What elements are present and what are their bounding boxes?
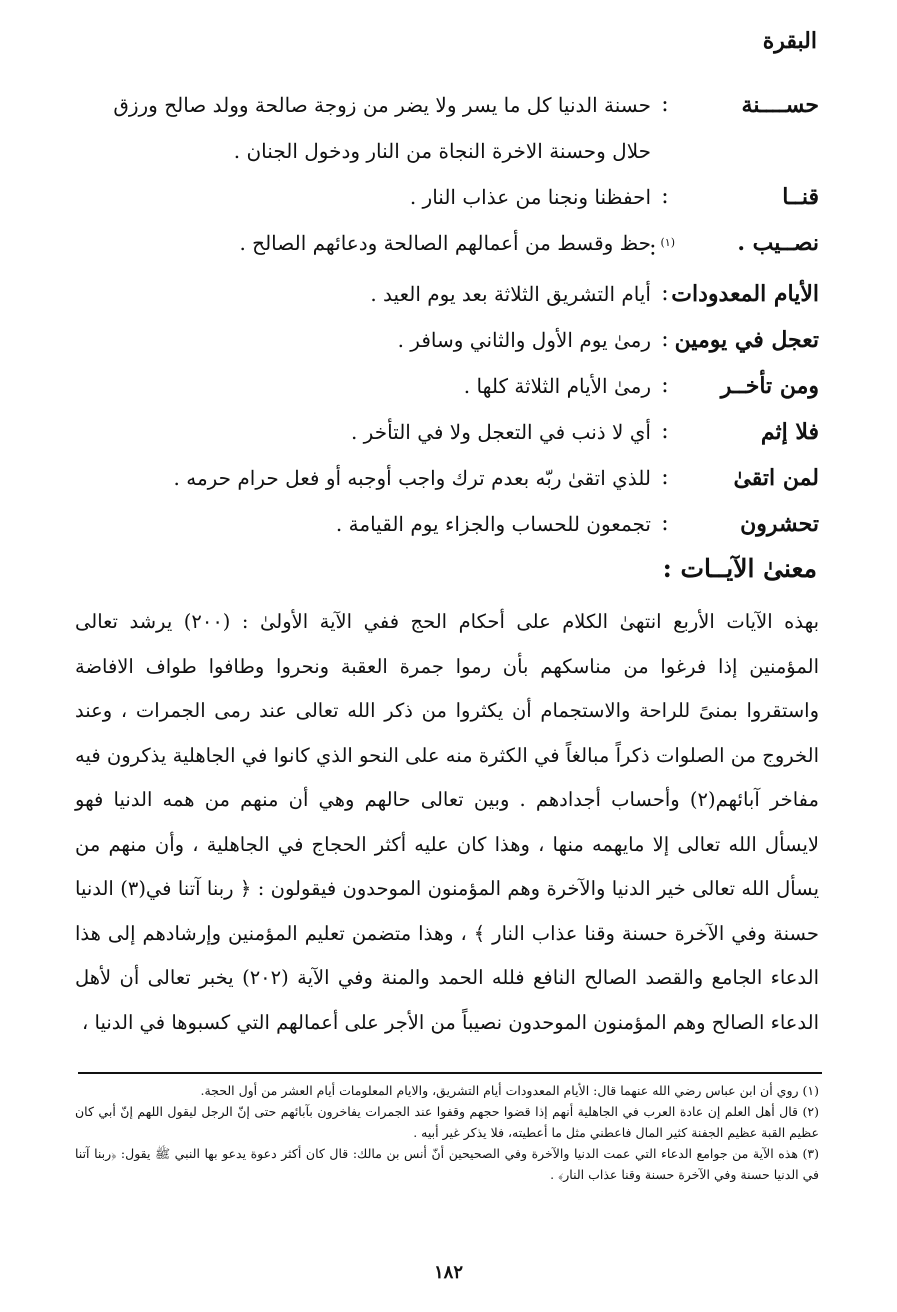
glossary-row <box>69 82 819 174</box>
glossary-colon: : <box>661 281 669 307</box>
surah-header: البقرة <box>762 28 817 54</box>
glossary-colon: : <box>661 419 669 445</box>
glossary-term: فلا إثم <box>760 419 819 446</box>
glossary-term: حســــنة <box>741 92 819 118</box>
glossary-colon: : <box>661 327 669 353</box>
glossary-definition: رمىٰ الأيام الثلاثة كلها . <box>463 374 651 399</box>
footnote-3: (٣) هذه الآية من جوامع الدعاء التي عمت الدنيا والآخرة وفي الصحيحين أنّ أنس بن مالك: قال كان أكثر دعوة يدعو بها النبي ﷺ يقول: ﴿ربنا آتنا في الدنيا حسنة وفي الآخرة حسنة وقنا عذاب النار﴾ . <box>75 1146 819 1182</box>
glossary-row <box>69 363 819 409</box>
glossary-colon <box>651 220 679 271</box>
glossary-row <box>69 317 819 363</box>
glossary-row <box>69 271 819 317</box>
footnote-divider <box>78 1072 822 1074</box>
glossary-term: ومن تأخــر <box>720 373 819 400</box>
glossary-definition: أيام التشريق الثلاثة بعد يوم العيد . <box>370 282 651 307</box>
commentary-paragraph: بهذه الآيات الأربع انتهىٰ الكلام على أحكام الحج ففي الآية الأولىٰ : (٢٠٠) يرشد تعالى المؤمنين إذا فرغوا من مناسكهم بأن رموا جمرة العقبة ونحروا وطافوا طواف الافاضة واستقروا بمنىً للراحة والاستجمام أن يكثروا من ذكر الله تعالى عند رمى الجمرات ، وعند الخروج من الصلوات ذكراً مبالغاً في الكثرة منه على النحو الذي كانوا في الجاهلية يذكرون فيه مفاخر آبائهم(٢) وأحساب أجدادهم . وبين تعالى حالهم وهي أن منهم من همه الدنيا فهو لايسأل الله تعالى إلا مايهمه منها ، وهذا كان عليه أكثر الحجاج في الجاهلية ، وأن منهم من يسأل الله تعالى خير الدنيا والآخرة وهم المؤمنون الموحدون فيقولون : ﴿ ربنا آتنا في(٣) الدنيا حسنة وفي الآخرة حسنة وقنا عذاب النار ﴾ ، وهذا متضمن تعليم المؤمنين وإرشادهم إلى هذا الدعاء الجامع والقصد الصالح النافع فلله الحمد والمنة وفي الآية (٢٠٢) يخبر تعالى أن لأهل الدعاء الصالح وهم المؤمنون الموحدون نصيباً من الأجر على أعمالهم التي كسبوها في الدنيا ، <box>75 610 819 1034</box>
glossary-row <box>69 174 819 220</box>
footnote-1: (١) روي أن ابن عباس رضي الله عنهما قال: الأيام المعدودات أيام التشريق، والايام المعلومات أيام العشر من أول الحجة. <box>200 1083 819 1098</box>
glossary-definition: حظ وقسط من أعمالهم الصالحة ودعائهم الصالح . <box>239 231 651 255</box>
glossary-term: نصــيب . <box>737 230 819 256</box>
footnote-marker: (١) <box>660 236 675 249</box>
glossary-colon: : <box>661 373 669 399</box>
glossary-row <box>69 455 819 501</box>
glossary-row <box>69 409 819 455</box>
glossary-colon: : <box>661 184 669 209</box>
glossary-term: تحشرون <box>740 511 819 538</box>
glossary-colon-mark: : <box>649 235 657 261</box>
glossary-term: قنــا <box>782 184 819 210</box>
commentary-body <box>75 600 819 1045</box>
glossary-term: الأيام المعدودات <box>671 281 819 308</box>
glossary-row <box>69 501 819 547</box>
glossary-term: تعجل في يومين <box>674 327 819 354</box>
glossary-colon: : <box>661 465 669 491</box>
footnotes <box>75 1080 819 1185</box>
section-title: معنىٰ الآيــات : <box>662 554 817 583</box>
glossary-definition: حسنة الدنيا كل ما يسر ولا يضر من زوجة صالحة وولد صالح ورزق حلال وحسنة الاخرة النجاة من النار ودخول الجنان . <box>113 93 651 163</box>
glossary-definition: تجمعون للحساب والجزاء يوم القيامة . <box>335 512 651 537</box>
glossary-colon: : <box>661 92 669 117</box>
glossary-definition: أي لا ذنب في التعجل ولا في التأخر . <box>350 420 651 445</box>
glossary-term: لمن اتقىٰ <box>733 465 819 492</box>
glossary-colon: : <box>661 511 669 537</box>
page-number: ١٨٢ <box>433 1262 463 1283</box>
vocabulary-glossary <box>69 82 819 547</box>
glossary-definition: احفظنا ونجنا من عذاب النار . <box>409 185 651 209</box>
glossary-definition: رمىٰ يوم الأول والثاني وسافر . <box>397 328 651 353</box>
footnote-2: (٢) قال أهل العلم إن عادة العرب في الجاهلية أنهم إذا قضوا حجهم وقفوا عند الجمرات يفاخرون بآبائهم حتى إنّ الرجل ليقول اللهم إنّ أبي كان عظيم القبة عظيم الجفنة كثير المال فاعطني مثل ما أعطيته، فلا يذكر غير أبيه . <box>75 1104 819 1140</box>
glossary-definition: للذي اتقىٰ ربّه بعدم ترك واجب أوجبه أو فعل حرام حرمه . <box>173 466 651 491</box>
glossary-row <box>69 220 819 271</box>
